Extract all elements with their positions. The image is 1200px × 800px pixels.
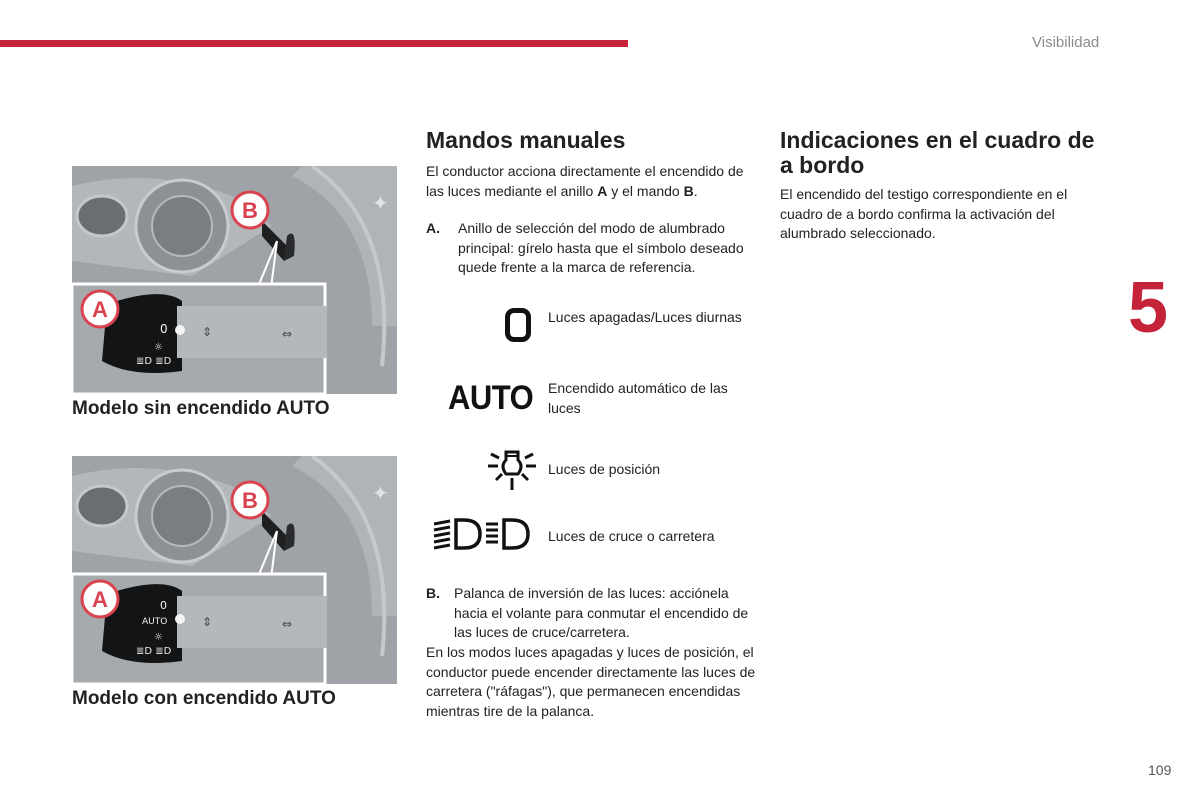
- svg-text:⇔: ⇔: [282, 617, 293, 631]
- stalk-illustration: [72, 166, 397, 394]
- svg-text:☼: ☼: [154, 342, 163, 353]
- symbol-text-position: Luces de posición: [548, 461, 661, 477]
- symbol-text-beam: Luces de cruce o carretera: [548, 528, 715, 544]
- page-number: 109: [1148, 762, 1172, 778]
- intro-ref-b: B: [683, 182, 694, 199]
- switch-auto-label: AUTO: [142, 617, 168, 627]
- intro-text-2: y el mando: [607, 182, 684, 199]
- svg-text:⇔: ⇔: [282, 327, 293, 341]
- heading-indicaciones: Indicaciones en el cuadro de a bordo: [780, 127, 1095, 178]
- dashboard-paragraph: El encendido del testigo correspondiente en el cuadro de a bordo confirma la activación del alumbrado seleccionado.: [780, 186, 1068, 241]
- figure-lighting-stalk-auto: [72, 456, 397, 684]
- item-b-text: Palanca de inversión de las luces: acciónela hacia el volante para conmutar el encendido de las luces de cruce/carretera.: [454, 585, 749, 640]
- position-lights-icon: [486, 446, 538, 494]
- heading-mandos-manuales: Mandos manuales: [426, 127, 626, 153]
- stalk-illustration: [72, 456, 397, 684]
- section-title: Visibilidad: [1032, 34, 1100, 51]
- svg-text:≣D ≣D: ≣D ≣D: [136, 356, 172, 367]
- header-accent-bar: [0, 40, 628, 47]
- svg-text:☼: ☼: [154, 632, 163, 643]
- callout-a: A: [92, 587, 108, 612]
- figure-lighting-stalk-no-auto: [72, 166, 397, 394]
- svg-text:⇕: ⇕: [202, 325, 213, 339]
- item-a-label: A.: [426, 220, 440, 236]
- figure-caption: Modelo sin encendido AUTO: [72, 398, 330, 419]
- dipped-main-beam-icon: [432, 516, 536, 552]
- auto-icon: AUTO: [448, 378, 534, 417]
- svg-text:✦: ✦: [372, 481, 389, 505]
- lights-off-icon: [505, 308, 531, 342]
- svg-text:⇕: ⇕: [202, 615, 213, 629]
- svg-text:0: 0: [160, 322, 168, 336]
- svg-text:✦: ✦: [372, 191, 389, 215]
- callout-b: B: [242, 488, 258, 513]
- item-b: [426, 584, 756, 643]
- chapter-number: 5: [1128, 268, 1169, 348]
- intro-text-1: El conductor acciona directamente el encendido de las luces mediante el anillo: [426, 163, 744, 199]
- symbol-text-lights-off: Luces apagadas/Luces diurnas: [548, 309, 742, 325]
- item-a: [426, 219, 751, 278]
- item-b-label: B.: [426, 585, 440, 601]
- intro-paragraph: [426, 162, 746, 201]
- figure-caption: Modelo con encendido AUTO: [72, 688, 336, 709]
- item-a-text: Anillo de selección del modo de alumbrado principal: gírelo hasta que el símbolo deseado quede frente a la marca de referencia.: [458, 220, 744, 275]
- callout-b: B: [242, 198, 258, 223]
- svg-text:0: 0: [160, 599, 167, 612]
- callout-a: A: [92, 297, 108, 322]
- symbol-text-auto: Encendido automático de las luces: [548, 380, 728, 416]
- intro-text-3: .: [693, 182, 698, 199]
- svg-text:≣D ≣D: ≣D ≣D: [136, 646, 172, 657]
- intro-ref-a: A: [597, 182, 608, 199]
- ráfagas-paragraph: En los modos luces apagadas y luces de posición, el conductor puede encender directamente las luces de carretera ("ráfagas"), que permanecen encendidas mientras tire de la palanca.: [426, 644, 756, 719]
